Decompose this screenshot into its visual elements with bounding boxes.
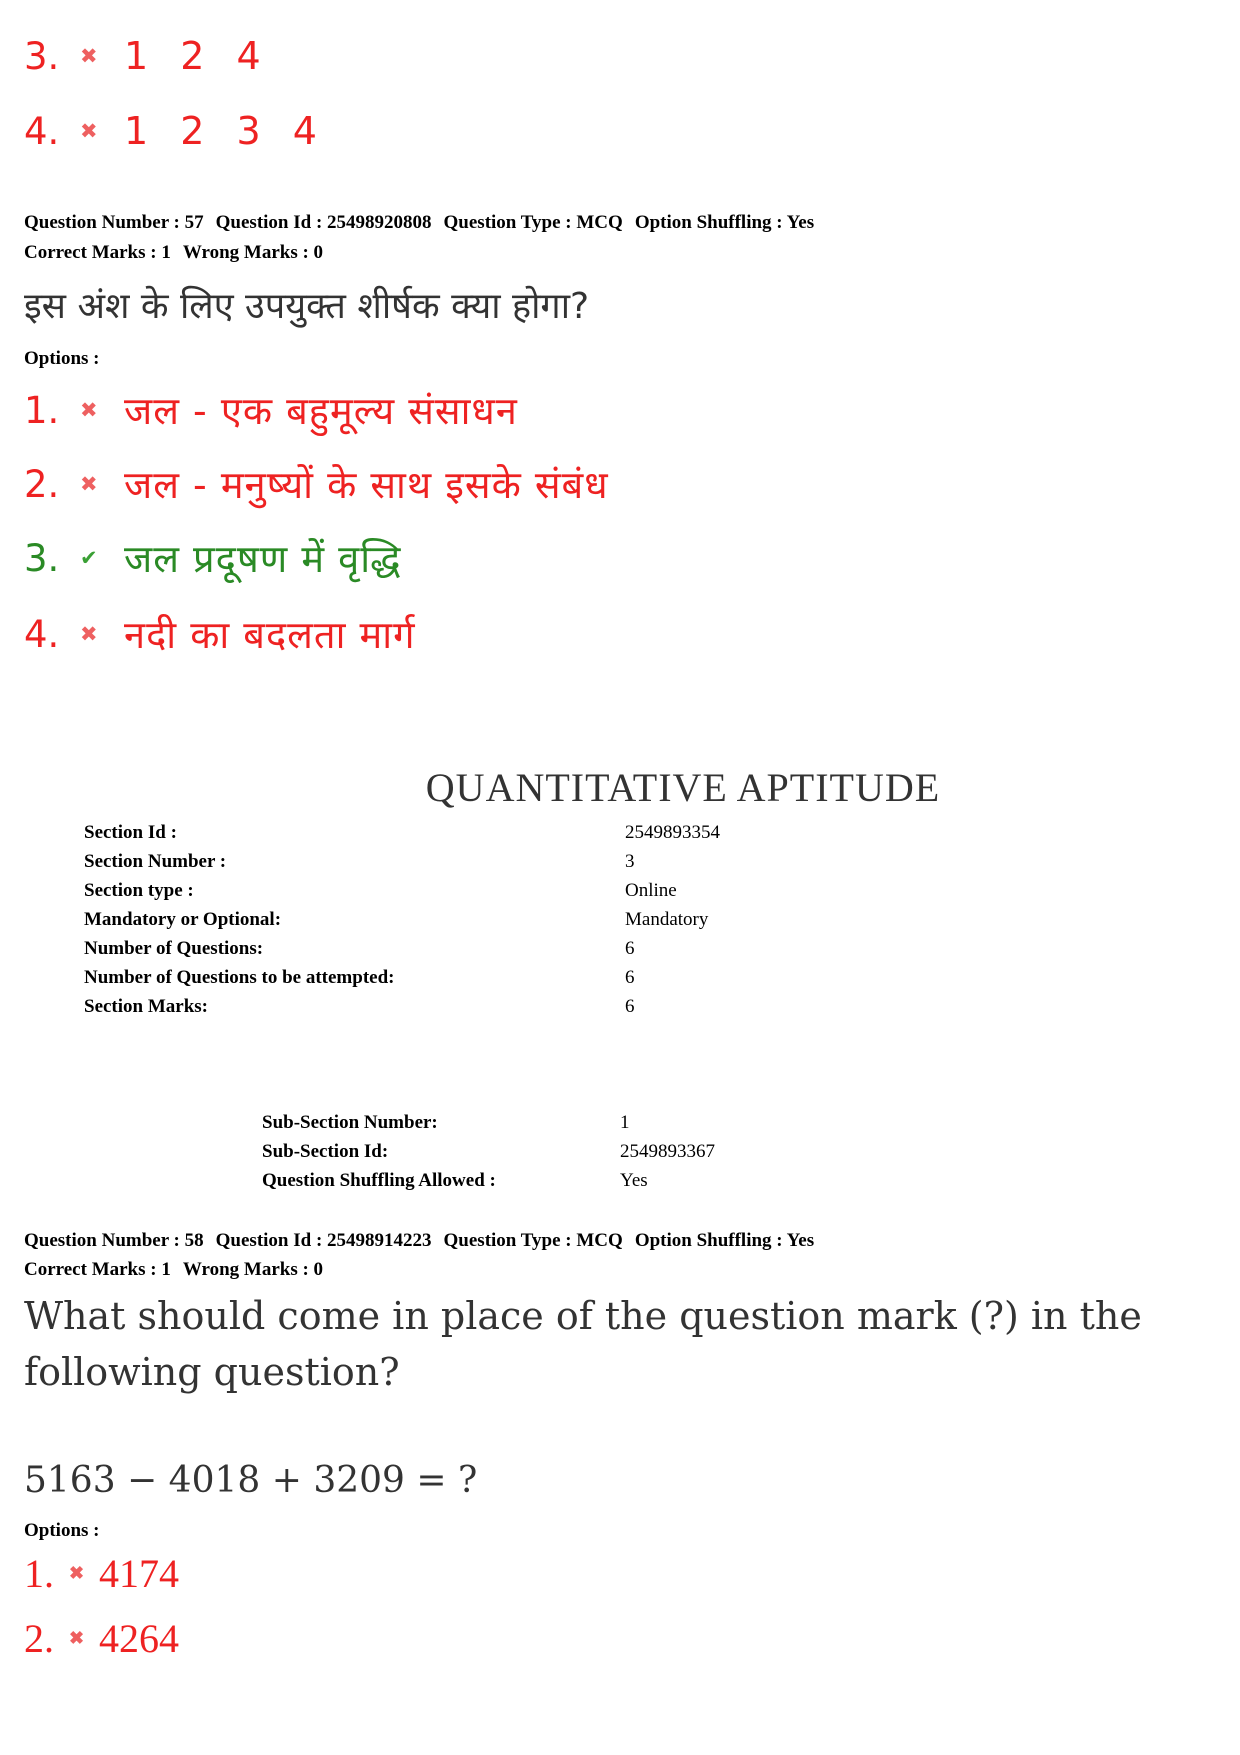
option-number: 1. [24, 1551, 54, 1596]
option-number: 3. [24, 34, 60, 78]
question-marks [24, 238, 335, 268]
question-text: What should come in place of the question mark (?) in the following question? [24, 1294, 1142, 1394]
option-number: 2. [24, 462, 60, 506]
option-shuffling: Option Shuffling : Yes [634, 1230, 815, 1251]
cross-icon: ✖ [80, 622, 98, 646]
option-text: 1 2 3 4 [124, 109, 327, 153]
option-text: जल - एक बहुमूल्य संसाधन [124, 389, 518, 433]
table-row: Question Shuffling Allowed : Yes [262, 1170, 648, 1191]
option-row [24, 1550, 179, 1597]
table-row: Section Number : 3 [84, 851, 635, 872]
section-info-table [84, 822, 720, 1025]
table-row: Mandatory or Optional: Mandatory [84, 909, 709, 930]
table-row: Sub-Section Number: 1 [262, 1112, 630, 1133]
question-marks [24, 1255, 335, 1285]
question-type: Question Type : MCQ [443, 212, 623, 233]
options-label: Options : [24, 348, 100, 369]
question-type: Question Type : MCQ [443, 1230, 623, 1251]
question-equation: 5163 − 4018 + 3209 = ? [24, 1460, 478, 1501]
question-meta [24, 1226, 826, 1256]
question-id: Question Id : 25498914223 [215, 1230, 432, 1251]
option-text: 4174 [99, 1551, 179, 1596]
option-text: जल प्रदूषण में वृद्धि [124, 537, 402, 581]
option-text: 4264 [99, 1616, 179, 1661]
option-row [24, 34, 271, 78]
section-title: QUANTITATIVE APTITUDE [425, 765, 941, 810]
options-label: Options : [24, 1520, 100, 1541]
option-row [24, 608, 415, 660]
option-number: 1. [24, 388, 60, 432]
subsection-info-table [262, 1112, 715, 1199]
cross-icon: ✖ [80, 472, 98, 496]
cross-icon: ✖ [80, 398, 98, 422]
cross-icon: ✖ [69, 1628, 85, 1648]
option-text: 1 2 4 [124, 34, 271, 78]
table-row: Number of Questions: 6 [84, 938, 635, 959]
table-row: Section Id : 2549893354 [84, 822, 720, 843]
option-text: जल - मनुष्यों के साथ इसके संबंध [124, 463, 609, 507]
option-shuffling: Option Shuffling : Yes [634, 212, 815, 233]
check-icon: ✔ [80, 546, 98, 570]
question-number: Question Number : 58 [24, 1230, 204, 1251]
question-text: इस अंश के लिए उपयुक्त शीर्षक क्या होगा? [24, 286, 590, 327]
option-number: 4. [24, 109, 60, 153]
wrong-marks: Wrong Marks : 0 [182, 1259, 324, 1280]
table-row: Number of Questions to be attempted: 6 [84, 967, 635, 988]
option-row [24, 109, 327, 153]
option-row [24, 458, 609, 510]
option-row-correct [24, 532, 402, 584]
wrong-marks: Wrong Marks : 0 [182, 242, 324, 263]
option-row [24, 384, 518, 436]
option-number: 4. [24, 612, 60, 656]
question-id: Question Id : 25498920808 [215, 212, 432, 233]
cross-icon: ✖ [80, 44, 98, 68]
correct-marks: Correct Marks : 1 [24, 242, 171, 263]
cross-icon: ✖ [80, 119, 98, 143]
correct-marks: Correct Marks : 1 [24, 1259, 171, 1280]
table-row: Sub-Section Id: 2549893367 [262, 1141, 715, 1162]
option-row [24, 1615, 179, 1662]
question-meta [24, 208, 826, 238]
option-number: 2. [24, 1616, 54, 1661]
question-number: Question Number : 57 [24, 212, 204, 233]
option-number: 3. [24, 536, 60, 580]
option-text: नदी का बदलता मार्ग [124, 613, 416, 657]
table-row: Section type : Online [84, 880, 677, 901]
table-row: Section Marks: 6 [84, 996, 635, 1017]
cross-icon: ✖ [69, 1563, 85, 1583]
